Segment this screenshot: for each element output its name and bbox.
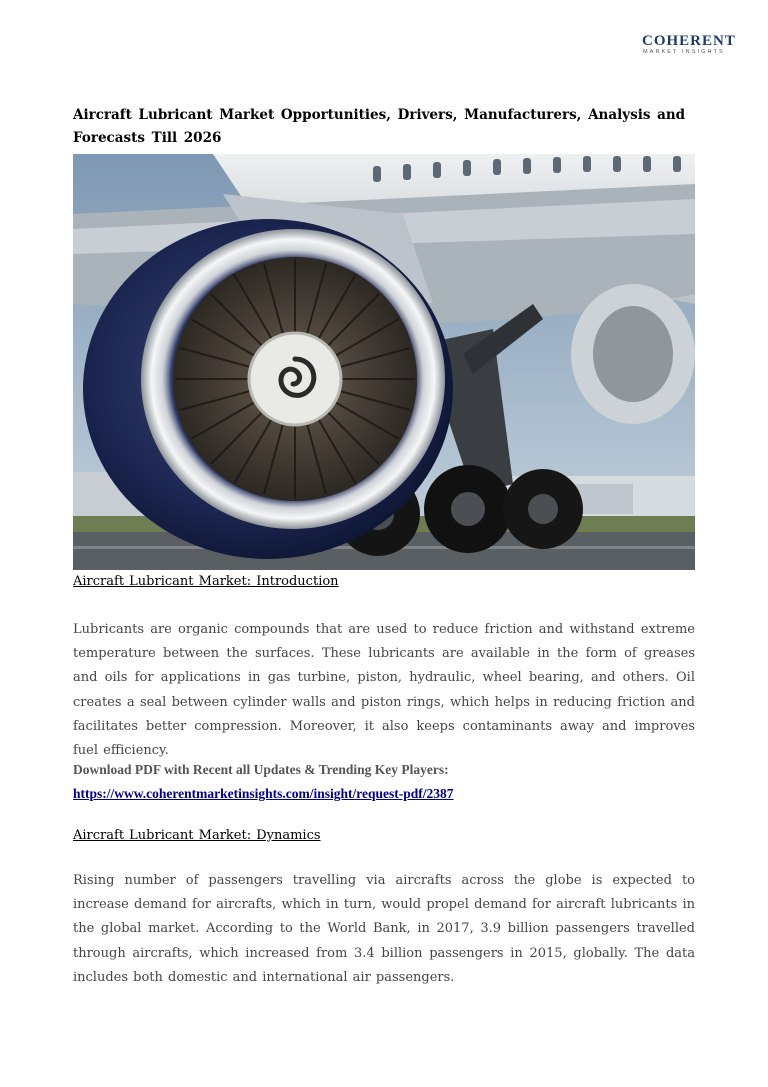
jet-engine-photo — [73, 154, 695, 570]
download-line — [73, 758, 695, 806]
document-title: Aircraft Lubricant Market Opportunities, Drivers, Manufacturers, Analysis and Forecasts Till 2026 — [73, 107, 686, 146]
intro-paragraph: Lubricants are organic compounds that are used to reduce friction and withstand extreme temperature between the surfaces. These lubricants are available in the form of greases and oils for applications in gas turbine, piston, hydraulic, wheel bearing, and others. Oil creates a seal between cylinder walls and piston rings, which helps in reducing friction and facilitates better compression. Moreover, it also keeps contaminants away and improves fuel efficiency. — [73, 622, 695, 759]
logo-wordmark: COHERENT — [642, 33, 736, 49]
download-label: Download PDF with Recent all Updates & Trending Key Players: — [73, 762, 449, 777]
company-logo — [642, 34, 734, 56]
dynamics-heading: Aircraft Lubricant Market: Dynamics — [73, 828, 321, 843]
intro-heading: Aircraft Lubricant Market: Introduction — [73, 574, 339, 589]
dynamics-paragraph: Rising number of passengers travelling via aircrafts across the globe is expected to increase demand for aircrafts, which in turn, would propel demand for aircraft lubricants in the global market. According to the World Bank, in 2017, 3.9 billion passengers travelled through aircrafts, which increased from 3.4 billion passengers in 2015, globally. The data includes both domestic and international air passengers. — [73, 873, 695, 985]
hero-image — [73, 154, 695, 570]
download-pdf-link[interactable]: https://www.coherentmarketinsights.com/insight/request-pdf/2387 — [73, 786, 454, 801]
logo-tagline: MARKET INSIGHTS — [643, 49, 725, 55]
